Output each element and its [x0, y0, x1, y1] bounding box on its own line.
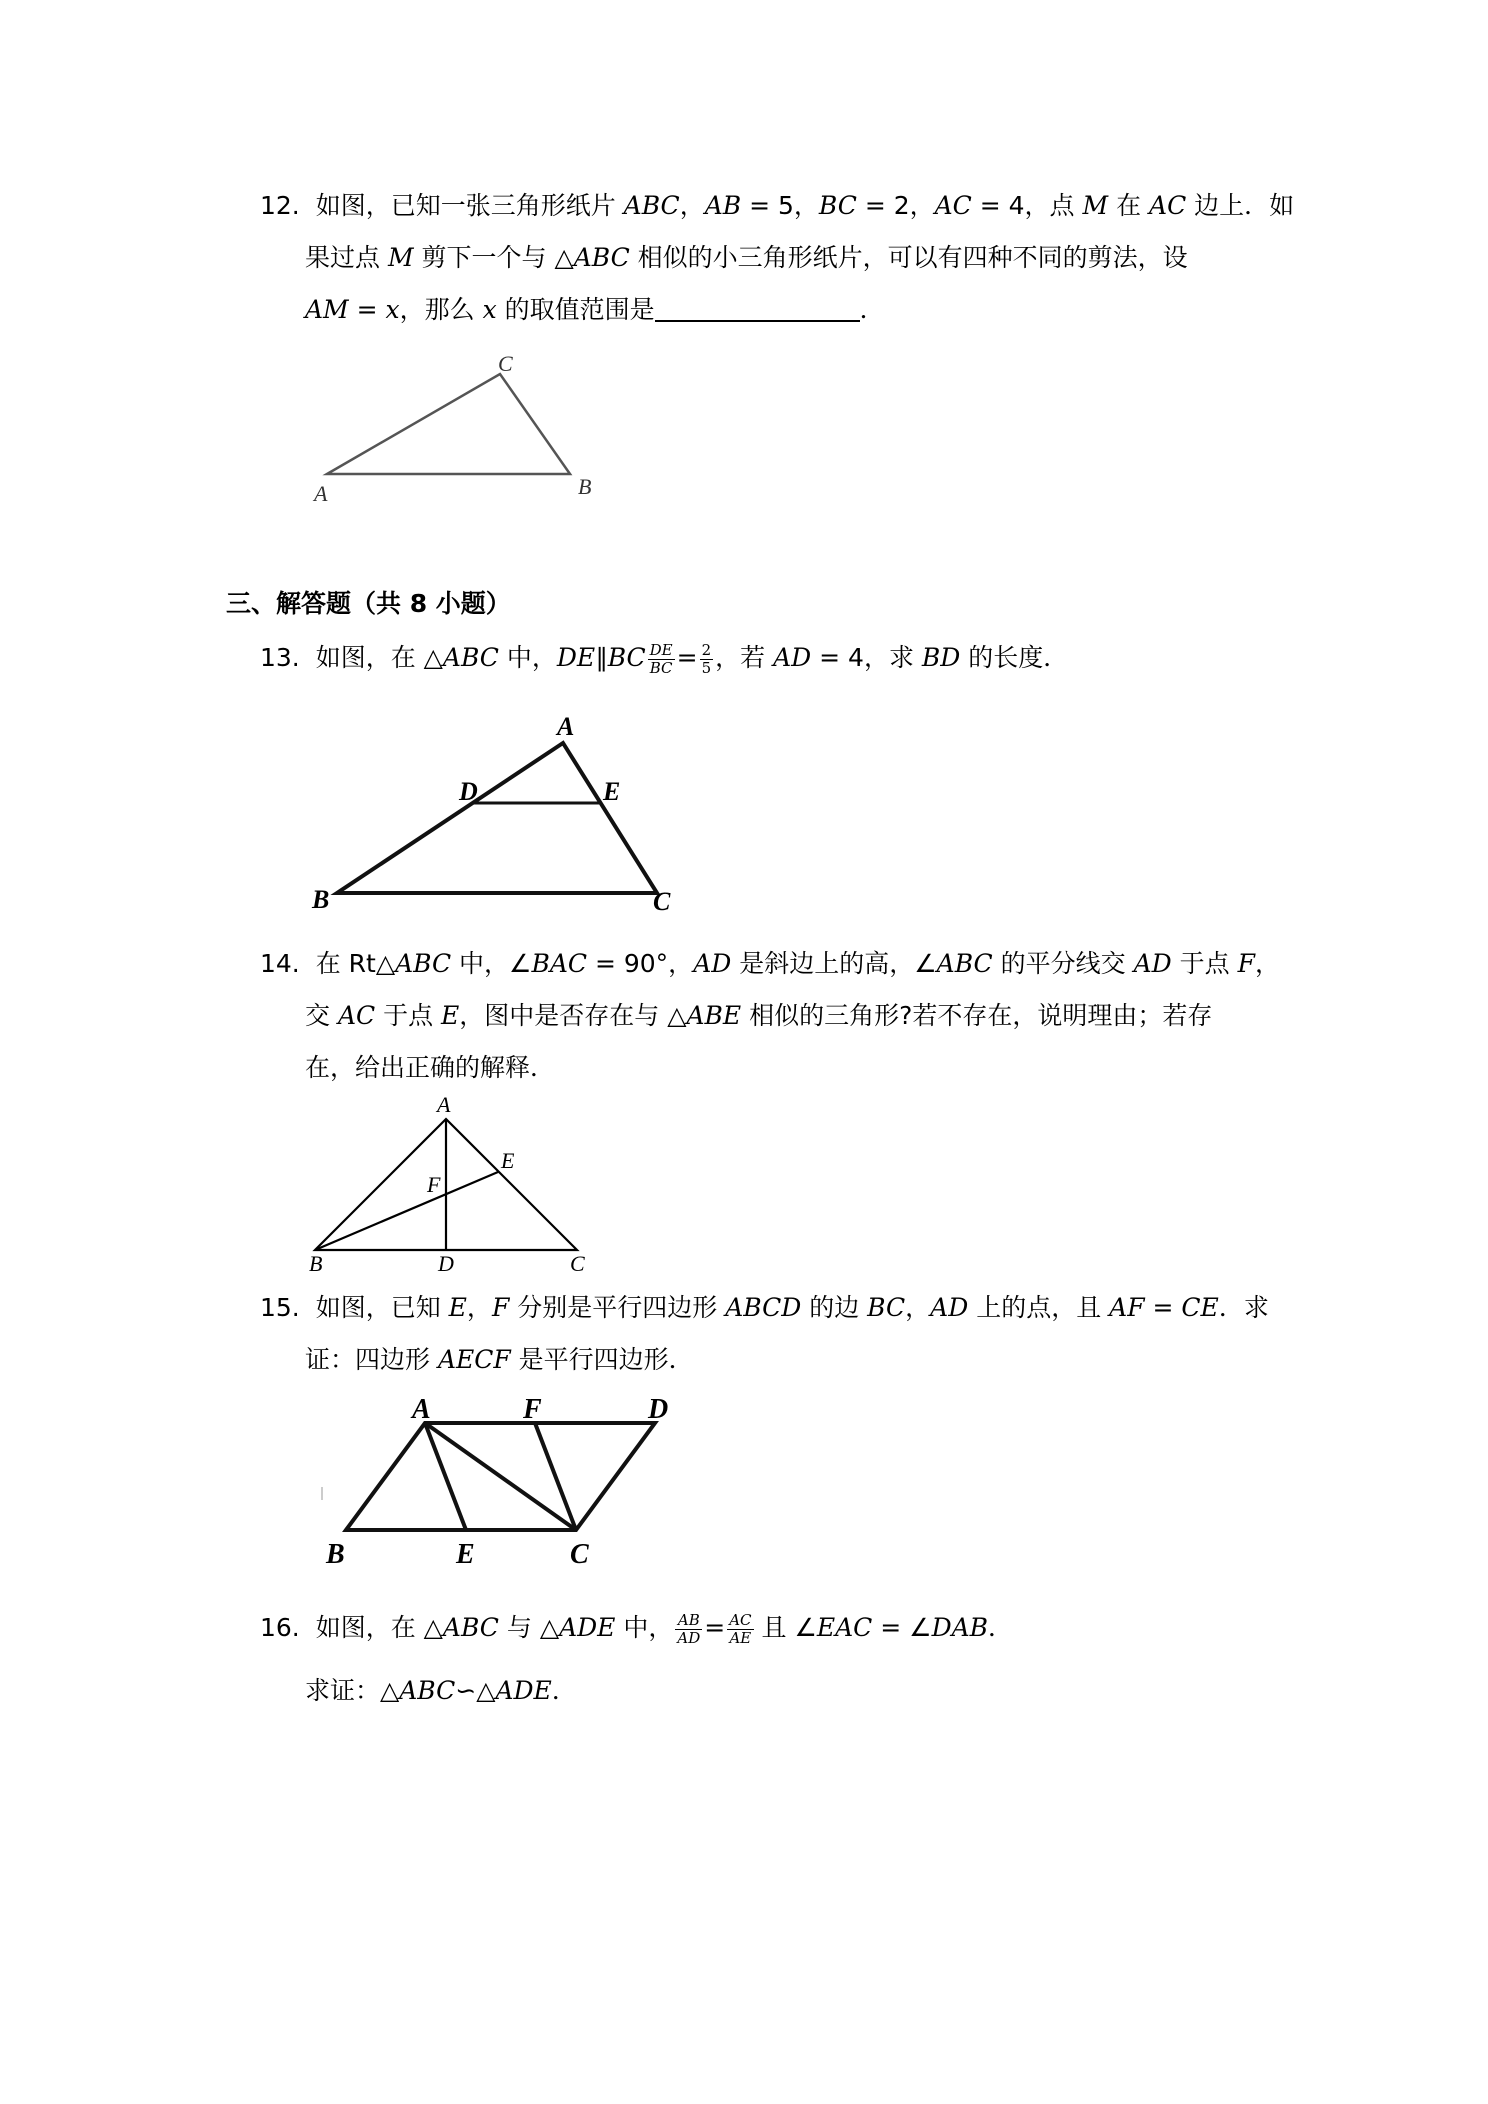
q13-fraction-2-5: $\frac{2}{5}$	[701, 640, 712, 677]
q13-number: 13.	[260, 643, 300, 672]
q14-number: 14.	[260, 949, 300, 978]
q15-number: 15.	[260, 1293, 300, 1322]
q15-line-2: 证：四边形 AECF 是平行四边形．	[305, 1345, 694, 1374]
q14-label-a: A	[437, 1092, 451, 1117]
q16-fraction-ab-ad: $\frac{AB}{AD}$	[677, 1610, 701, 1647]
q15-label-e: E	[456, 1539, 475, 1570]
q13-fraction-de-bc: $\frac{DE}{BC}$	[649, 640, 673, 677]
q15-label-d: D	[648, 1394, 669, 1425]
q14-line-2: 交 AC 于点 E，图中是否存在与 △ABE 相似的三角形?若不存在，说明理由；若存	[305, 1001, 1213, 1030]
q12-label-a: A	[314, 481, 328, 506]
q12-line-3: AM = x，那么 x 的取值范围是 ．	[305, 295, 885, 324]
q15-label-f: F	[523, 1394, 542, 1425]
q13-label-a: A	[557, 712, 575, 741]
q12-line-2: 果过点 M 剪下一个与 △ABC 相似的小三角形纸片，可以有四种不同的剪法，设	[305, 243, 1188, 272]
q14-label-c: C	[570, 1251, 585, 1276]
q15-label-a: A	[412, 1394, 431, 1425]
q15-line-1: 15. 如图，已知 E，F 分别是平行四边形 ABCD 的边 BC，AD 上的点，且 AF = CE．求	[260, 1293, 1269, 1322]
q14-label-d: D	[438, 1251, 454, 1276]
q12-label-b: B	[578, 474, 592, 499]
section-title: 三、解答题（共 8 小题）	[226, 589, 511, 618]
q12-label-c: C	[498, 351, 513, 376]
q16-line-2: 求证：△ABC∽△ADE．	[305, 1676, 577, 1705]
q13-label-b: B	[312, 885, 330, 914]
q15-label-b: B	[326, 1539, 345, 1570]
q13-line-1: 13. 如图，在 △ABC 中，DE∥BC $\frac{DE}{BC}$ = $\frac{2}{5}$ ，若 AD = 4，求 BD 的长度．	[260, 640, 1069, 677]
q12-number: 12.	[260, 191, 300, 220]
q16-number: 16.	[260, 1613, 300, 1642]
q12-line-1: 12. 如图，已知一张三角形纸片 ABC，AB = 5，BC = 2，AC = 4，点 M 在 AC 边上．如	[260, 191, 1295, 220]
q13-label-e: E	[603, 777, 621, 806]
q16-line-1: 16. 如图，在 △ABC 与 △ADE 中， $\frac{AB}{AD}$ = $\frac{AC}{AE}$ 且 ∠EAC = ∠DAB．	[260, 1610, 1014, 1647]
q16-fraction-ac-ae: $\frac{AC}{AE}$	[729, 1610, 752, 1647]
q15-label-c: C	[570, 1539, 589, 1570]
q14-line-3: 在，给出正确的解释．	[305, 1053, 556, 1082]
q14-label-b: B	[309, 1251, 323, 1276]
q13-label-d: D	[459, 777, 478, 806]
q14-line-1: 14. 在 Rt△ABC 中，∠BAC = 90°，AD 是斜边上的高，∠ABC 的平分线交 AD 于点 F，	[260, 949, 1280, 978]
q14-label-e: E	[501, 1148, 515, 1173]
q14-label-f: F	[427, 1172, 441, 1197]
q13-label-c: C	[653, 887, 671, 916]
